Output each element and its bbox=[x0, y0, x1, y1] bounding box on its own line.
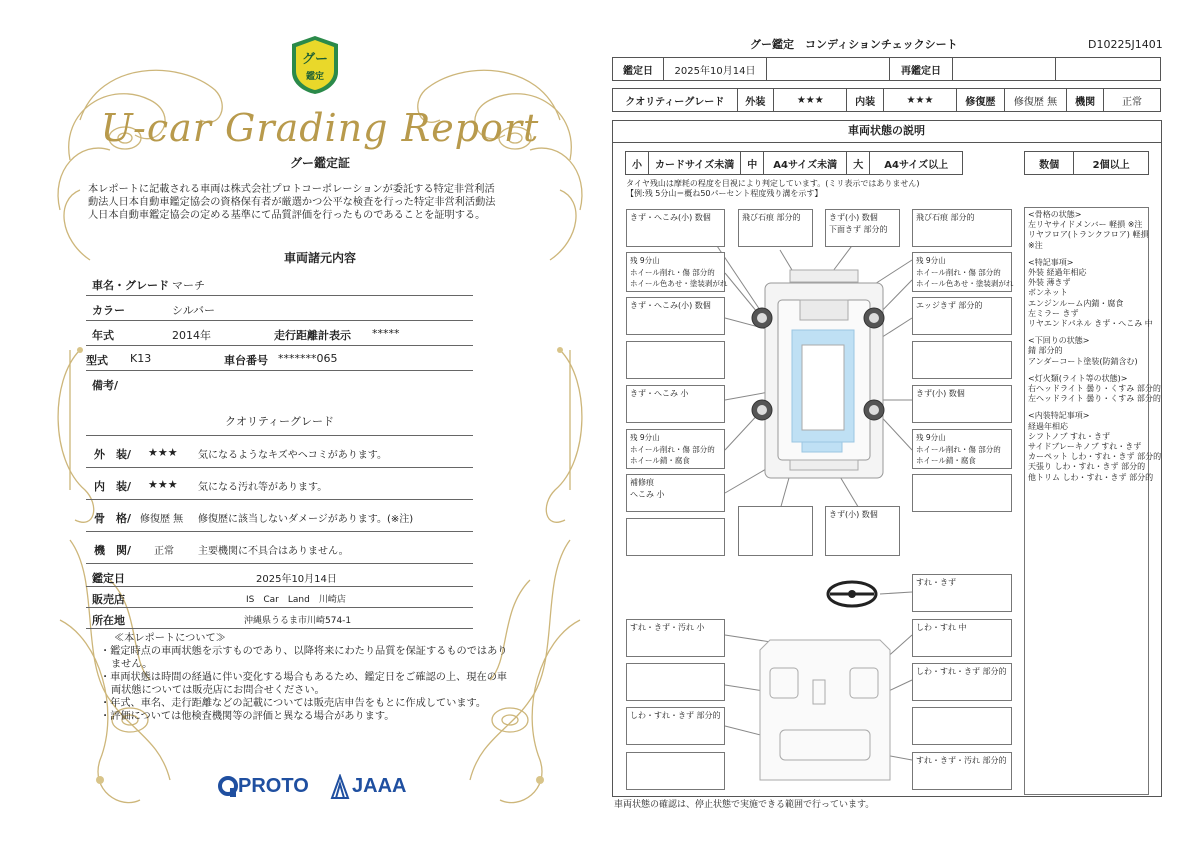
frame-label: 骨 格/ bbox=[94, 512, 132, 525]
reinspect-label: 再鑑定日 bbox=[890, 58, 953, 81]
date-table bbox=[612, 57, 1161, 81]
blank-cell bbox=[1056, 58, 1161, 81]
note-item: ・年式、車名、走行距離などの記載については販売店申告をもとに作成しています。 bbox=[100, 698, 487, 709]
color-value: シルバー bbox=[172, 304, 215, 317]
notes-block: <下回りの状態> 錆 部分的 アンダーコート塗装(防錆含む) bbox=[1028, 336, 1138, 366]
condition-box-empty bbox=[626, 663, 725, 701]
jaaa-logo-text: JAAA bbox=[352, 775, 407, 797]
sheet-title: グー鑑定 コンディションチェックシート bbox=[750, 38, 958, 51]
proto-logo-text: PROTO bbox=[238, 775, 309, 797]
repair-value: 修復歴 無 bbox=[1004, 89, 1066, 112]
condition-box-empty bbox=[912, 474, 1012, 512]
tire-note-line: タイヤ残山は摩耗の程度を目視により判定しています。(ミリ表示ではありません) bbox=[626, 179, 920, 188]
date-row bbox=[86, 566, 473, 587]
certificate-heading: グー鑑定証 bbox=[289, 156, 350, 170]
engine-value: 正常 bbox=[1104, 89, 1161, 112]
notes-heading: ≪本レポートについて≫ bbox=[114, 633, 226, 644]
tire-note bbox=[626, 179, 919, 199]
count-label: 数個 bbox=[1025, 152, 1074, 175]
address-row bbox=[86, 608, 473, 629]
count-legend-table bbox=[1024, 151, 1149, 175]
size-mid-desc: A4サイズ未満 bbox=[764, 152, 847, 175]
condition-box: きず(小) 数個 bbox=[912, 385, 1012, 423]
chassis-label: 車台番号 bbox=[224, 354, 268, 367]
condition-box: しわ・すれ・きず 部分的 bbox=[912, 663, 1012, 701]
condition-box: 残 9分山 ホイール削れ・傷 部分的 ホイール錆・腐食 bbox=[626, 429, 725, 469]
frame-value: 修復歴 無 bbox=[140, 514, 184, 525]
special-notes-box bbox=[1024, 207, 1162, 795]
condition-box-empty bbox=[626, 518, 725, 556]
condition-box: 残 9分山 ホイール削れ・傷 部分的 ホイール色あせ・塗装剥がれ bbox=[912, 252, 1012, 292]
date-value: 2025年10月14日 bbox=[664, 58, 767, 81]
condition-box: きず(小) 数個 bbox=[825, 506, 900, 556]
interior-label: 内装 bbox=[847, 89, 884, 112]
quality-row-interior bbox=[86, 468, 473, 500]
svg-text:グー: グー bbox=[301, 52, 329, 67]
condition-box: 残 9分山 ホイール削れ・傷 部分的 ホイール錆・腐食 bbox=[912, 429, 1012, 469]
condition-box-empty bbox=[626, 752, 725, 790]
model-label: 型式 bbox=[86, 354, 108, 367]
tire-note-line: 【例:残 5分山＝概ね50パーセント程度残り溝を示す】 bbox=[626, 189, 823, 198]
address-label: 所在地 bbox=[92, 614, 125, 627]
shop-value: IS Car Land 川崎店 bbox=[246, 595, 346, 605]
exterior-stars: ★★★ bbox=[774, 89, 847, 112]
shop-label: 販売店 bbox=[92, 593, 125, 606]
quality-row-exterior bbox=[86, 436, 473, 468]
condition-box-empty bbox=[738, 506, 813, 556]
spec-row-remarks bbox=[86, 371, 473, 395]
condition-box: すれ・きず bbox=[912, 574, 1012, 612]
condition-box: 飛び石痕 部分的 bbox=[738, 209, 813, 247]
count-desc: 2個以上 bbox=[1074, 152, 1149, 175]
spec-row-model bbox=[86, 346, 473, 371]
sheet-id: D10225J1401 bbox=[1088, 38, 1163, 51]
quality-row-frame bbox=[86, 500, 473, 532]
mileage-value: ***** bbox=[372, 327, 400, 340]
exterior-stars: ★★★ bbox=[148, 446, 178, 459]
notes-block: <骨格の状態> 左リヤサイドメンバー 軽損 ※注 リヤフロア(トランクフロア) 軽損 ※注 bbox=[1028, 210, 1149, 250]
goo-kantei-badge-icon bbox=[288, 34, 342, 96]
condition-box: きず・へこみ(小) 数個 bbox=[626, 209, 725, 247]
condition-box: しわ・すれ・きず 部分的 bbox=[626, 707, 725, 745]
name-label: 車名・グレード bbox=[92, 279, 169, 292]
mileage-label: 走行距離計表示 bbox=[274, 329, 351, 342]
u-car-grading-report-title: U-car Grading Report bbox=[100, 106, 540, 150]
frame-desc: 修復歴に該当しないダメージがあります。(※注) bbox=[198, 514, 414, 525]
sponsor-logos bbox=[218, 772, 448, 802]
condition-box: すれ・きず・汚れ 小 bbox=[626, 619, 725, 657]
date-value: 2025年10月14日 bbox=[256, 574, 337, 585]
condition-box: 飛び石痕 部分的 bbox=[912, 209, 1012, 247]
note-item: ・車両状態は時間の経過に伴い変化する場合もあるため、鑑定日をご確認の上、現在の車両状態については販売店にお問合せください。 bbox=[100, 672, 508, 696]
size-large-desc: A4サイズ以上 bbox=[870, 152, 963, 175]
name-value: マーチ bbox=[172, 279, 205, 292]
spec-row-color bbox=[86, 296, 473, 321]
engine-desc: 主要機関に不具合はありません。 bbox=[198, 546, 349, 557]
address-value: 沖縄県うるま市川崎574-1 bbox=[244, 616, 352, 626]
shop-row bbox=[86, 587, 473, 608]
remarks-label: 備考/ bbox=[92, 379, 119, 392]
year-value: 2014年 bbox=[172, 329, 211, 342]
condition-box-empty bbox=[912, 707, 1012, 745]
color-label: カラー bbox=[92, 304, 125, 317]
quality-heading-row bbox=[86, 405, 473, 436]
grade-label: クオリティーグレード bbox=[613, 89, 738, 112]
size-small-desc: カードサイズ未満 bbox=[649, 152, 741, 175]
quality-row-engine bbox=[86, 532, 473, 564]
svg-text:鑑定: 鑑定 bbox=[305, 72, 325, 82]
sheet-footer: 車両状態の確認は、停止状態で実施できる範囲で行っています。 bbox=[614, 800, 875, 810]
date-label: 鑑定日 bbox=[613, 58, 664, 81]
size-large: 大 bbox=[847, 152, 870, 175]
proto-logo-icon bbox=[218, 776, 238, 798]
note-item: ・鑑定時点の車両状態を示すものであり、以降将来にわたり品質を保証するものではありません。 bbox=[100, 646, 508, 670]
condition-box: きず(小) 数個 下面きず 部分的 bbox=[825, 209, 900, 247]
condition-box-empty bbox=[626, 341, 725, 379]
notes-block: <灯火類(ライト等の状態)> 右ヘッドライト 曇り・くすみ 部分的 左ヘッドライト 曇り・くすみ 部分的 bbox=[1028, 373, 1161, 404]
report-notes bbox=[100, 632, 510, 723]
spec-row-year bbox=[86, 321, 473, 346]
size-legend-table bbox=[625, 151, 963, 175]
model-value: K13 bbox=[130, 352, 152, 365]
notes-block: <内装特記事項> 経過年相応 シフトノブ すれ・きず サイドブレーキノブ すれ・きず カーペット しわ・すれ・きず 部分的 天張り しわ・すれ・きず 部分的 他トリム しわ・すれ・きず 部分的 bbox=[1028, 411, 1162, 482]
condition-box: エッジきず 部分的 bbox=[912, 297, 1012, 335]
condition-heading: 車両状態の説明 bbox=[612, 120, 1161, 143]
engine-value: 正常 bbox=[154, 546, 174, 557]
interior-stars: ★★★ bbox=[883, 89, 956, 112]
date-label: 鑑定日 bbox=[92, 572, 125, 585]
interior-stars: ★★★ bbox=[148, 478, 178, 491]
quality-heading: クオリティーグレード bbox=[225, 415, 334, 428]
condition-box: すれ・きず・汚れ 部分的 bbox=[912, 752, 1012, 790]
note-item: ・評価については他検査機関等の評価と異なる場合があります。 bbox=[100, 711, 395, 722]
interior-desc: 気になる汚れ等があります。 bbox=[198, 482, 328, 493]
exterior-desc: 気になるようなキズやヘコミがあります。 bbox=[198, 450, 387, 461]
blank-cell bbox=[767, 58, 890, 81]
certificate-intro-text: 本レポートに記載される車両は株式会社プロトコーポレーションが委託する特定非営利活動法人日本自動車鑑定協会の資格保有者が厳選かつ公平な検査を行った特定非営利活動法人日本自動車鑑定協会の定める基準にて品質評価を行ったものであることを証明する。 bbox=[88, 184, 496, 221]
condition-box: 補修痕 へこみ 小 bbox=[626, 474, 725, 512]
condition-box: しわ・すれ 中 bbox=[912, 619, 1012, 657]
interior-label: 内 装/ bbox=[94, 480, 132, 493]
grade-table bbox=[612, 88, 1161, 112]
exterior-label: 外装 bbox=[737, 89, 774, 112]
year-label: 年式 bbox=[92, 329, 114, 342]
grading-certificate bbox=[40, 20, 600, 830]
engine-label: 機関 bbox=[1067, 89, 1104, 112]
spec-row-name bbox=[86, 271, 473, 296]
condition-box: きず・へこみ 小 bbox=[626, 385, 725, 423]
notes-block: <特記事項> 外装 経過年相応 外装 薄きず ボンネット エンジンルーム内錆・腐食 左ミラー きず リヤエンドパネル きず・へこみ 中 bbox=[1028, 257, 1153, 329]
engine-label: 機 関/ bbox=[94, 544, 132, 557]
jaaa-logo-icon bbox=[330, 774, 350, 800]
size-small: 小 bbox=[626, 152, 649, 175]
spec-heading: 車両諸元内容 bbox=[283, 251, 356, 265]
exterior-label: 外 装/ bbox=[94, 448, 132, 461]
condition-box-empty bbox=[912, 341, 1012, 379]
repair-label: 修復歴 bbox=[956, 89, 1004, 112]
condition-box: きず・へこみ(小) 数個 bbox=[626, 297, 725, 335]
condition-box: 残 9分山 ホイール削れ・傷 部分的 ホイール色あせ・塗装剥がれ bbox=[626, 252, 725, 292]
size-mid: 中 bbox=[741, 152, 764, 175]
chassis-value: *******065 bbox=[278, 352, 338, 365]
reinspect-value bbox=[953, 58, 1056, 81]
